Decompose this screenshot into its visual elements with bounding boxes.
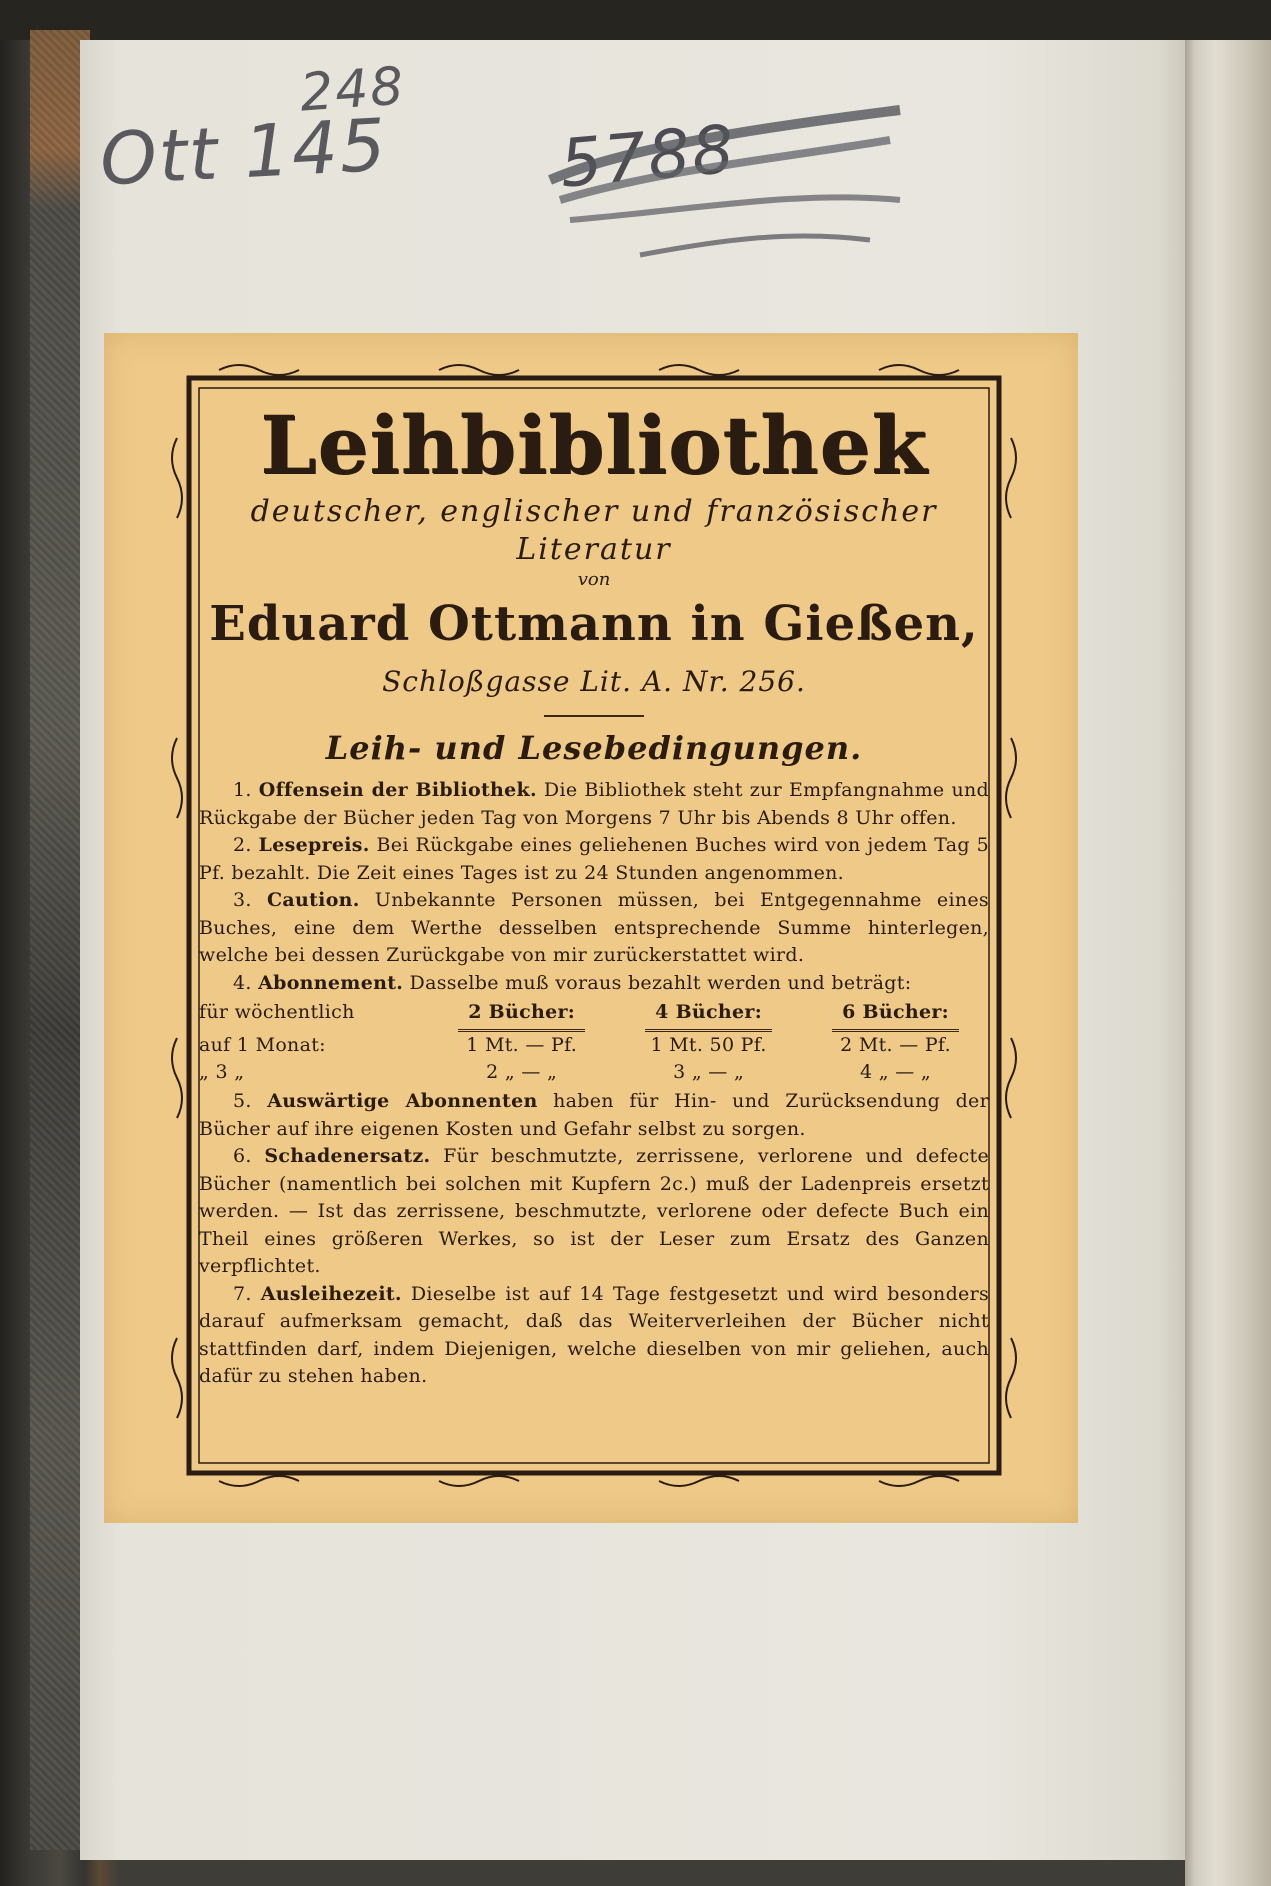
term-item: [199, 832, 989, 887]
table-row: [199, 1032, 989, 1059]
divider: [544, 715, 644, 717]
conditions-heading: Leih- und Lesebedingungen.: [325, 729, 863, 767]
term-text: Unbekannte Personen müssen, bei Entgegennahme eines Buches, eine dem Werthe desselben entsprechende Summe hinterlegen, welche bei dessen Zurückgabe von mir zurückerstattet wird.: [199, 889, 989, 966]
term-heading: Offensein der Bibliothek.: [258, 779, 537, 801]
table-header: 2 Bücher:: [428, 999, 615, 1032]
terms-list: [199, 777, 989, 1391]
term-number: 5.: [233, 1090, 252, 1112]
term-item: [199, 887, 989, 970]
table-cell: 1 Mt. 50 Pf.: [650, 1034, 767, 1056]
label-address: Schloßgasse Lit. A. Nr. 256.: [382, 665, 806, 698]
table-cell: 4 „ — „: [860, 1061, 932, 1083]
label-von: von: [577, 569, 611, 590]
pencil-crossed-number: 5788: [556, 110, 739, 203]
label-content: [199, 398, 990, 1391]
term-number: 7.: [233, 1282, 252, 1305]
subscription-table: [199, 999, 989, 1086]
table-row: [199, 1059, 989, 1086]
term-number: 2.: [233, 834, 252, 856]
library-label: [104, 333, 1078, 1523]
term-text: haben für Hin- und Zurücksendung der Bücher auf ihre eigenen Kosten und Gefahr selbst zu sorgen.: [199, 1090, 989, 1140]
table-cell: auf 1 Monat:: [199, 1034, 326, 1056]
term-number: 3.: [233, 889, 252, 911]
term-heading: Caution.: [266, 889, 360, 911]
term-heading: Lesepreis.: [258, 834, 370, 856]
term-item: [199, 970, 989, 998]
table-label: für wöchentlich: [199, 1001, 355, 1023]
term-heading: Abonnement.: [258, 971, 404, 994]
table-cell: 3 „ — „: [673, 1061, 745, 1083]
term-text: Bei Rückgabe eines geliehenen Buches wird von jedem Tag 5 Pf. bezahlt. Die Zeit eines Tages ist zu 24 Stunden angenommen.: [199, 834, 989, 884]
pencil-upper-number: 248: [298, 56, 408, 124]
label-owner: Eduard Ottmann in Gießen,: [209, 596, 979, 652]
term-number: 1.: [233, 779, 252, 801]
term-number: 6.: [233, 1145, 252, 1167]
term-heading: Schadenersatz.: [264, 1145, 431, 1167]
term-text: Dieselbe ist auf 14 Tage festgesetzt und wird besonders darauf aufmerksam gemacht, daß das Weiterverleihen der Bücher nicht stattfinden darf, indem Diejenigen, welche dieselben von mir geliehen, auch dafür zu stehen haben.: [199, 1282, 990, 1387]
label-subtitle: deutscher, englischer und französischer Literatur: [250, 494, 938, 567]
table-cell: 1 Mt. — Pf.: [466, 1034, 578, 1056]
term-heading: Auswärtige Abonnenten: [267, 1090, 538, 1112]
term-item: [199, 777, 989, 832]
table-header: 4 Bücher:: [615, 999, 802, 1032]
gutter-edge: [1185, 40, 1271, 1886]
pencil-strikethrough: [540, 90, 920, 270]
term-heading: Ausleihezeit.: [260, 1282, 402, 1305]
top-edge: [0, 0, 1271, 40]
term-item: [199, 1143, 989, 1281]
term-text: Die Bibliothek steht zur Empfangnahme und Rückgabe der Bücher jeden Tag von Morgens 7 Uhr bis Abends 8 Uhr offen.: [199, 779, 989, 829]
label-title: Leihbibliothek: [260, 398, 928, 492]
term-text: Für beschmutzte, zerrissene, verlorene und defecte Bücher (namentlich bei solchen mit Kupfern 2c.) muß der Ladenpreis ersetzt werden. — Ist das zerrissene, beschmutzte, verlorene oder defecte Buch ein Theil eines größeren Werkes, so ist der Leser zum Ersatz des Ganzen verpflichtet.: [199, 1145, 989, 1277]
table-cell: 2 Mt. — Pf.: [840, 1034, 951, 1056]
term-item: [199, 1088, 989, 1143]
term-number: 4.: [233, 971, 252, 994]
table-cell: 2 „ — „: [486, 1061, 558, 1083]
pencil-shelfmark: Ott 145: [97, 102, 390, 202]
term-text: Dasselbe muß voraus bezahlt werden und beträgt:: [409, 971, 912, 994]
table-cell: „ 3 „: [199, 1061, 245, 1083]
table-header-row: [199, 999, 989, 1032]
term-item: [199, 1281, 989, 1391]
table-header: 6 Bücher:: [802, 999, 989, 1032]
